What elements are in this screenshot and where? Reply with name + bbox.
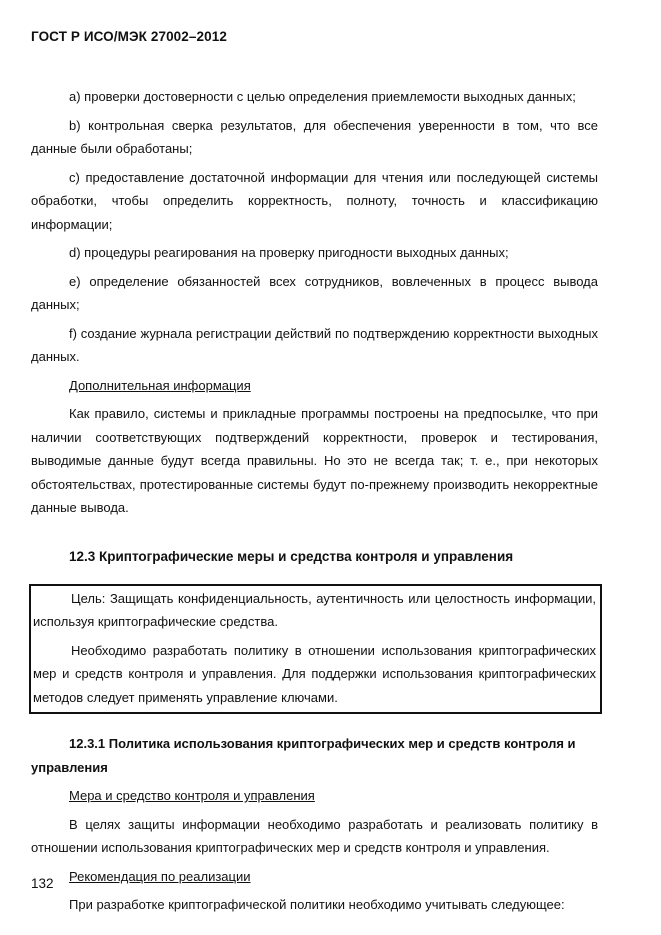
additional-info-text: Как правило, системы и прикладные программы построены на предпосылке, что при наличии соответствующих подтверждений корректности, проверок и тестирования, выводимые данные будут всегда правильны. Но это не всегда так; т. е., при некоторых обстоятельствах, протестированные системы будут по-прежнему производить некорректные данные вывода. (31, 406, 598, 515)
section-title: 12.3 Криптографические меры и средства контроля и управления (69, 548, 514, 564)
page-content (31, 85, 598, 922)
control-heading (69, 784, 598, 808)
subsection-title: 12.3.1 Политика использования криптографических мер и средств контроля и управления (31, 736, 576, 775)
additional-info-heading-text: Дополнительная информация (69, 377, 251, 393)
goal-text: Цель: Защищать конфиденциальность, аутентичность или целостность информации, используя криптографические средства. (33, 590, 596, 629)
list-item-f: f) создание журнала регистрации действий по подтверждению корректности выходных данных. (31, 325, 598, 364)
list-item-a: a) проверки достоверности с целью определения приемлемости выходных данных; (69, 89, 576, 104)
guidance-heading-text: Рекомендация по реализации (69, 868, 251, 884)
document-header: ГОСТ Р ИСО/МЭК 27002–2012 (31, 29, 227, 44)
list-item-e: e) определение обязанностей всех сотрудников, вовлеченных в процесс вывода данных; (31, 273, 598, 312)
page-number: 132 (31, 876, 54, 891)
list-item-c: c) предоставление достаточной информации для чтения или последующей системы обработки, чтобы определить корректность, полноту, точность и классификацию информации; (31, 169, 598, 232)
goal-box (29, 584, 602, 715)
guidance-text: При разработке криптографической политики необходимо учитывать следующее: (69, 897, 565, 912)
list-item-b: b) контрольная сверка результатов, для обеспечения уверенности в том, что все данные были обработаны; (31, 117, 598, 156)
control-heading-text: Мера и средство контроля и управления (69, 788, 315, 803)
guidance-heading (69, 865, 598, 889)
list-item-d: d) процедуры реагирования на проверку пригодности выходных данных; (69, 245, 509, 260)
additional-info-heading (69, 374, 598, 398)
control-text: В целях защиты информации необходимо разработать и реализовать политику в отношении использования криптографических мер и средств контроля и управления. (31, 816, 598, 855)
goal-note: Необходимо разработать политику в отношении использования криптографических мер и средств контроля и управления. Для поддержки использования криптографических методов следует применять управление ключами. (33, 642, 596, 705)
